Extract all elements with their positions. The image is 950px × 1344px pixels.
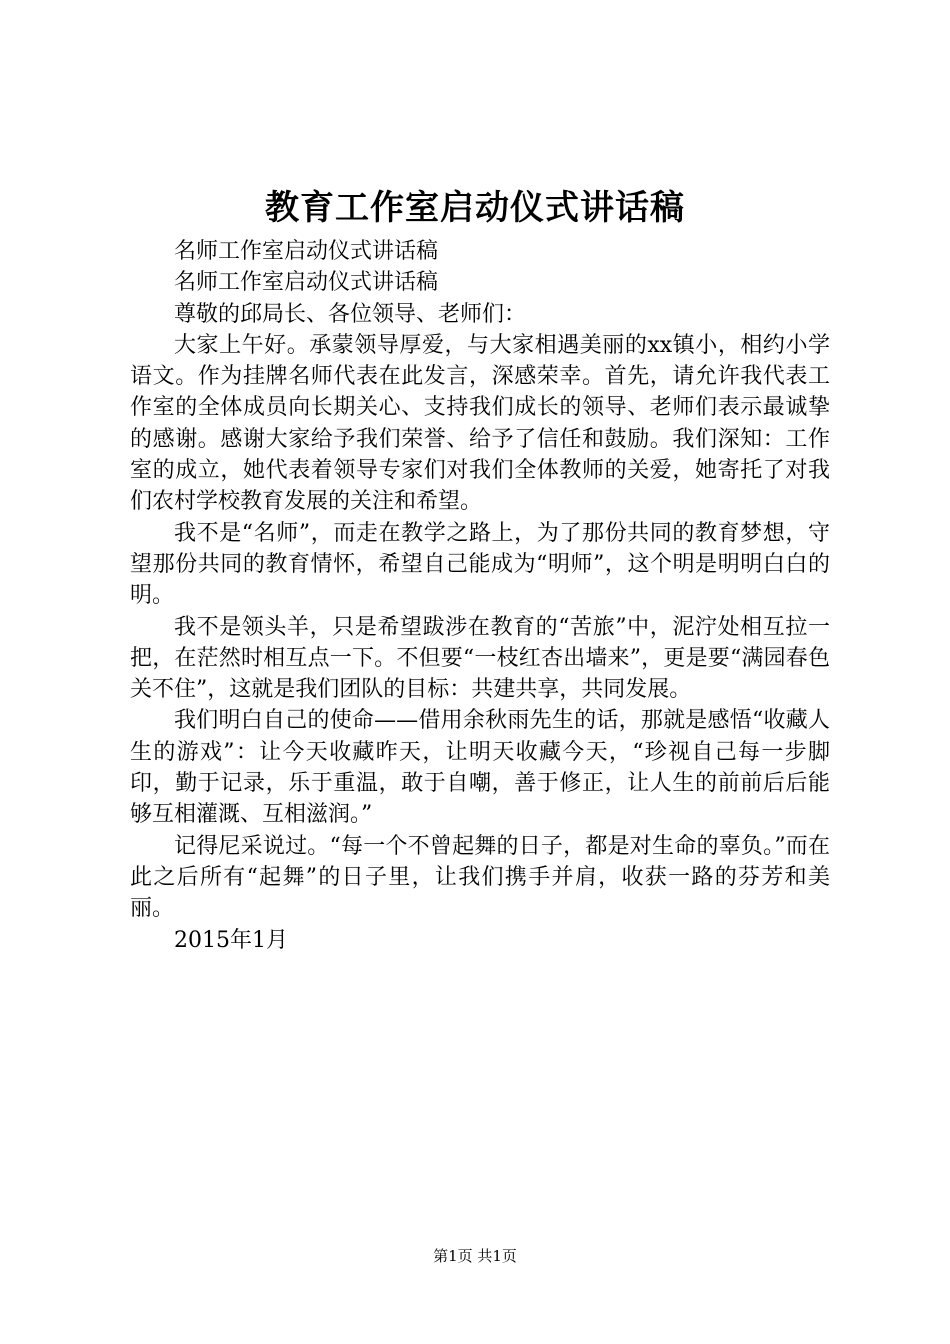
paragraph-subtitle-2: 名师工作室启动仪式讲话稿 xyxy=(174,270,439,296)
paragraph-not-leader: 我不是领头羊，只是希望跋涉在教育的“苦旅”中，泥泞处相互拉一把，在茫然时相互点一下。不但要“一枝红杏出墙来”，更是要“满园春色关不住”，这就是我们团队的目标：共建共享，共同发展。 xyxy=(130,614,830,703)
paragraph-salutation: 尊敬的邱局长、各位领导、老师们： xyxy=(174,301,527,327)
document-body xyxy=(130,236,830,956)
paragraph-subtitle-1: 名师工作室启动仪式讲话稿 xyxy=(174,239,439,264)
paragraph-nietzsche: 记得尼采说过。“每一个不曾起舞的日子，都是对生命的辜负。”而在此之后所有“起舞”的日子里，让我们携手并肩，收获一路的芬芳和美丽。 xyxy=(130,833,830,922)
page-footer: 第1页 共1页 xyxy=(433,1247,517,1265)
paragraph-date: 2015年1月 xyxy=(174,927,288,953)
paragraph-not-famous-teacher: 我不是“名师”，而走在教学之路上，为了那份共同的教育梦想，守望那份共同的教育情怀，希望自己能成为“明师”，这个明是明明白白的明。 xyxy=(130,520,830,609)
document-title: 教育工作室启动仪式讲话稿 xyxy=(265,188,685,228)
paragraph-opening: 大家上午好。承蒙领导厚爱，与大家相遇美丽的xx镇小，相约小学语文。作为挂牌名师代表在此发言，深感荣幸。首先，请允许我代表工作室的全体成员向长期关心、支持我们成长的领导、老师们表示最诚挚的感谢。感谢大家给予我们荣誉、给予了信任和鼓励。我们深知：工作室的成立，她代表着领导专家们对我们全体教师的关爱，她寄托了对我们农村学校教育发展的关注和希望。 xyxy=(130,332,830,515)
paragraph-mission: 我们明白自己的使命——借用余秋雨先生的话，那就是感悟“收藏人生的游戏”：让今天收藏昨天，让明天收藏今天，“珍视自己每一步脚印，勤于记录，乐于重温，敢于自嘲，善于修正，让人生的前前后后能够互相灌溉、互相滋润。” xyxy=(130,708,830,828)
